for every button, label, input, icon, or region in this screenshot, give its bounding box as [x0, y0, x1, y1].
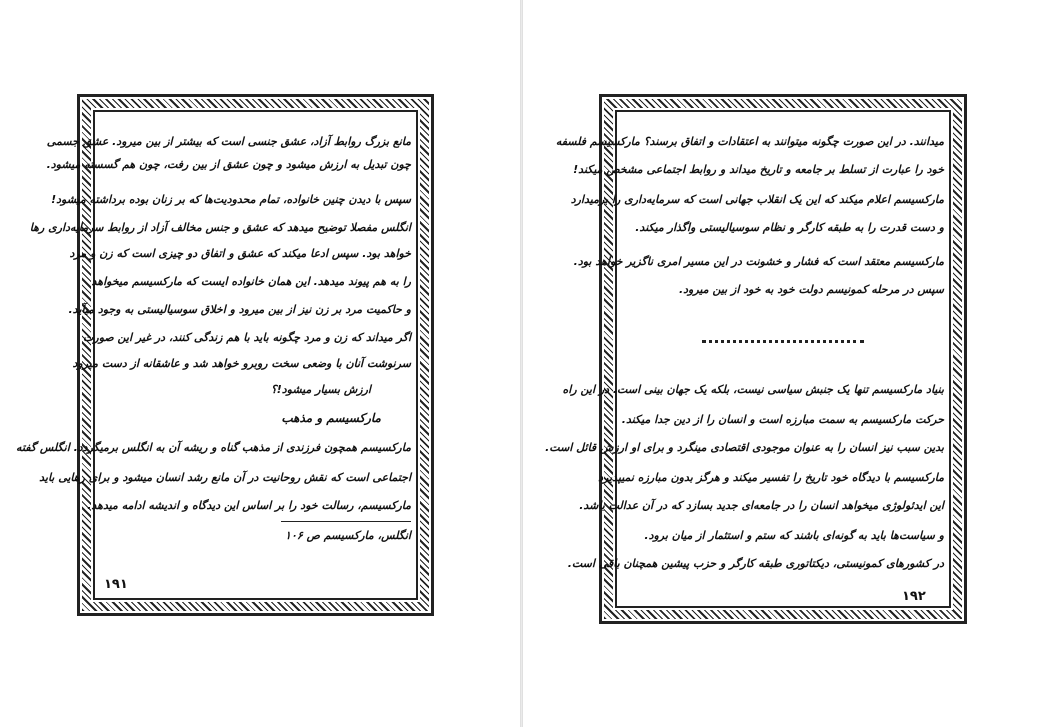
page-text [545, 115, 944, 601]
text-line: مارکسیسم، رسالت خود را بر اساس این دیدگاه و اندیشه ادامه میدهد. [87, 499, 411, 512]
left-page [0, 0, 520, 727]
page-number: ۱۹۲ [902, 589, 926, 604]
text-line: بدین سبب نیز انسان را به عنوان موجودی اقتصادی مینگرد و برای او ارزش قائل است. [545, 441, 944, 454]
text-line: ارزش بسیار میشود!؟ [270, 383, 371, 396]
text-line: مارکسیسم با دیدگاه خود تاریخ را تفسیر میکند و هرگز بدون مبارزه نمیپذیرد [598, 471, 944, 484]
section-heading: مارکسیسم و مذهب [281, 411, 381, 425]
text-line: و حاکمیت مرد بر زن نیز از بین میرود و اخلاق سوسیالیستی به وجود میآید. [68, 303, 411, 316]
page-number: ۱۹۱ [104, 577, 128, 592]
section-divider-dots [702, 340, 864, 343]
text-line: مارکسیسم همچون فرزندی از مذهب گناه و ریشه آن به انگلس برمیگردد. انگلس گفته [16, 441, 411, 454]
text-line: مانع بزرگ روابط آزاد، عشق جنسی است که بیشتر از بین میرود. عشق جسمی [46, 135, 411, 148]
text-line: خواهد بود. سپس ادعا میکند که عشق و اتفاق دو چیزی است که زن و مرد [69, 247, 411, 260]
text-line: و سیاست‌ها باید به گونه‌ای باشند که ستم و استثمار از میان برود. [644, 529, 944, 542]
text-line: حرکت مارکسیسم به سمت مبارزه است و انسان را از دین جدا میکند. [621, 413, 944, 426]
text-line: انگلس مفصلا توضیح میدهد که عشق و جنس مخالف آزاد از روابط سرمایه‌داری رها [29, 221, 411, 234]
text-line: در کشورهای کمونیستی، دیکتاتوری طبقه کارگر و حزب پیشین همچنان باقی است. [567, 557, 944, 570]
text-line: بنیاد مارکسیسم تنها یک جنبش سیاسی نیست، بلکه یک جهان بینی است. در این راه [562, 383, 944, 396]
text-line: اگر میداند که زن و مرد چگونه باید با هم زندگی کنند، در غیر این صورت [83, 331, 411, 344]
text-line: چون تبدیل به ارزش میشود و چون عشق از بین رفت، چون هم گسسته میشود. [46, 158, 411, 171]
footnote: انگلس، مارکسیسم ص ۱۰۶ [285, 529, 411, 542]
ornamental-frame [16, 94, 434, 616]
text-line: این ایدئولوژی میخواهد انسان را در جامعه‌ای جدید بسازد که در آن عدالت باشد. [579, 499, 944, 512]
ornamental-frame [545, 94, 967, 624]
text-line: خود را عبارت از تسلط بر جامعه و تاریخ میداند و روابط اجتماعی مشخص میکند! [573, 163, 944, 176]
text-line: مارکسیسم معتقد است که فشار و خشونت در این مسیر امری ناگزیر خواهد بود. [573, 255, 944, 268]
page-text [16, 115, 411, 593]
right-page [523, 0, 1043, 727]
text-line: را به هم پیوند میدهد. این همان خانواده ایست که مارکسیسم میخواهد [91, 275, 411, 288]
text-line: سپس با دیدن چنین خانواده، تمام محدودیت‌ها که بر زنان بوده برداشته میشود! [51, 193, 411, 206]
text-line: اجتماعی است که نقش روحانیت در آن مانع رشد انسان میشود و برای رهایی باید [39, 471, 411, 484]
text-line: سپس در مرحله کمونیسم دولت خود به خود از بین میرود. [678, 283, 944, 296]
text-line: میدانند. در این صورت چگونه میتوانند به اعتقادات و اتفاق برسند؟ مارکسیسم فلسفه [555, 135, 944, 148]
text-line: سرنوشت آنان با وضعی سخت روبرو خواهد شد و عاشقانه از دست میرود [72, 357, 411, 370]
text-line: مارکسیسم اعلام میکند که این یک انقلاب جهانی است که سرمایه‌داری را برمیدارد [570, 193, 944, 206]
footnote-rule [281, 521, 411, 522]
text-line: و دست قدرت را به طبقه کارگر و نظام سوسیالیستی واگذار میکند. [635, 221, 944, 234]
